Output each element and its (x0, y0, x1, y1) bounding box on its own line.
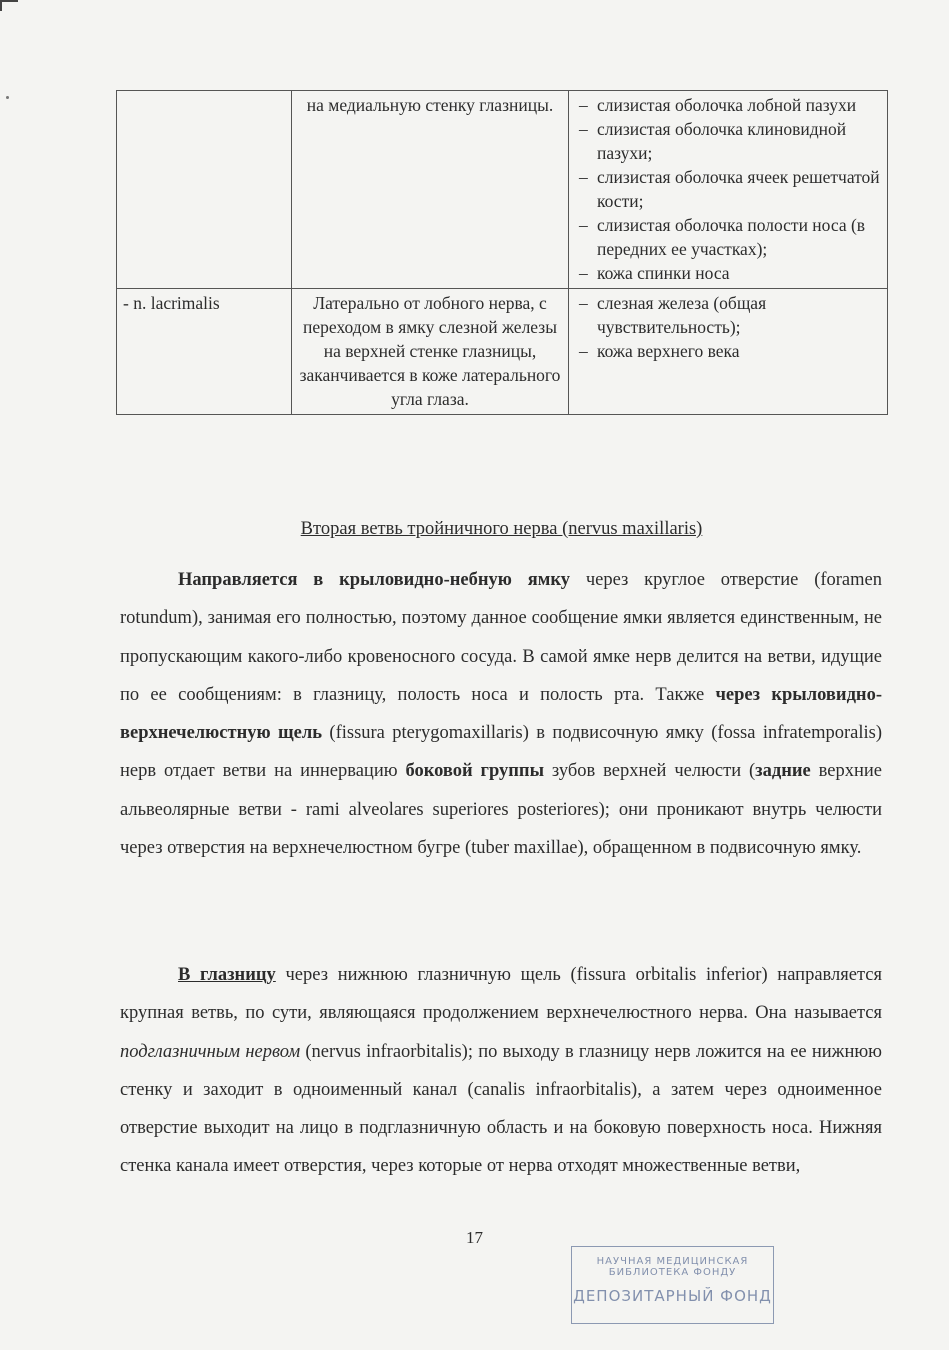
list-item: – слезная железа (общая чувствительность); (575, 291, 881, 339)
text-run: через круглое отверстие (foramen rotundum), занимая его полностью, поэтому данное сообщение ямки является единственным, не пропускающим какого-либо кровеносного сосуда. В самой ямке нерв делится на ветви, идущие по ее сообщениям: в глазницу, полость носа и полость рта. Также (120, 570, 882, 705)
bold-phrase: боковой группы (405, 761, 545, 782)
nerve-cell (117, 91, 292, 289)
list-item: – слизистая оболочка ячеек решетчатой кости; (575, 165, 881, 213)
targets-list (575, 291, 881, 363)
stamp-line: БИБЛИОТЕКА ФОНДУ (608, 1267, 737, 1278)
scan-corner-mark (0, 0, 18, 11)
bold-underlined-phrase: В глазницу (178, 965, 276, 985)
text-run: через нижнюю глазничную щель (fissura orbitalis inferior) направляется крупная ветвь, по сути, являющаяся продолжением верхнечелюстного нерва. Она называется (120, 965, 883, 1024)
italic-term: подглазничным нервом (120, 1041, 301, 1062)
page-number: 17 (466, 1228, 483, 1247)
targets-cell (569, 91, 888, 289)
list-item: – кожа спинки носа (575, 261, 881, 285)
bold-phrase: через крыловидно-верхнечелюстную щель (120, 684, 882, 744)
course-cell: на медиальную стенку глазницы. (292, 91, 569, 289)
scan-dot-mark (6, 96, 9, 99)
stamp-line: ДЕПОЗИТАРНЫЙ ФОНД (573, 1287, 772, 1305)
nerve-table (116, 90, 888, 415)
targets-list (575, 93, 881, 285)
stamp-line: НАУЧНАЯ МЕДИЦИНСКАЯ (596, 1256, 749, 1267)
list-item: – кожа верхнего века (575, 339, 881, 363)
paragraph-2 (120, 956, 882, 1186)
text-run: (nervus infraorbitalis); по выходу в глазницу нерв ложится на ее нижнюю стенку и заходит в одноименный канал (canalis infraorbitalis), а затем через одноименное отверстие выходит на лицо в подглазничную область и на боковую поверхность носа. Нижняя стенка канала имеет отверстия, через которые от нерва отходят множественные ветви, (120, 1041, 882, 1177)
library-stamp (571, 1246, 774, 1324)
paragraph-1 (120, 561, 882, 867)
list-item: – слизистая оболочка клиновидной пазухи; (575, 117, 881, 165)
bold-phrase: Направляется в крыловидно-небную ямку (178, 570, 570, 590)
text-run: верхние альвеолярные ветви - rami alveolares superiores posteriores); они проникают внутрь челюсти через отверстия на верхнечелюстном бугре (tuber maxillae), обращенном в подвисочную ямку. (120, 761, 882, 859)
list-item: – слизистая оболочка полости носа (в передних ее участках); (575, 213, 881, 261)
section-heading: Вторая ветвь тройничного нерва (nervus maxillaris) (300, 519, 703, 539)
text-run: (fissura pterygomaxillaris) в подвисочную ямку (fossa infratemporalis) нерв отдает ветви на иннервацию (120, 723, 882, 782)
targets-cell (569, 289, 888, 415)
table-row (117, 91, 888, 289)
course-cell: Латерально от лобного нерва, с переходом в ямку слезной железы на верхней стенке глазницы, заканчивается в коже латерального угла глаза. (292, 289, 569, 415)
text-run: зубов верхней челюсти ( (544, 761, 756, 782)
list-item: – слизистая оболочка лобной пазухи (575, 93, 881, 117)
bold-phrase: задние (755, 761, 811, 782)
table-row (117, 289, 888, 415)
nerve-cell: - n. lacrimalis (117, 289, 292, 415)
